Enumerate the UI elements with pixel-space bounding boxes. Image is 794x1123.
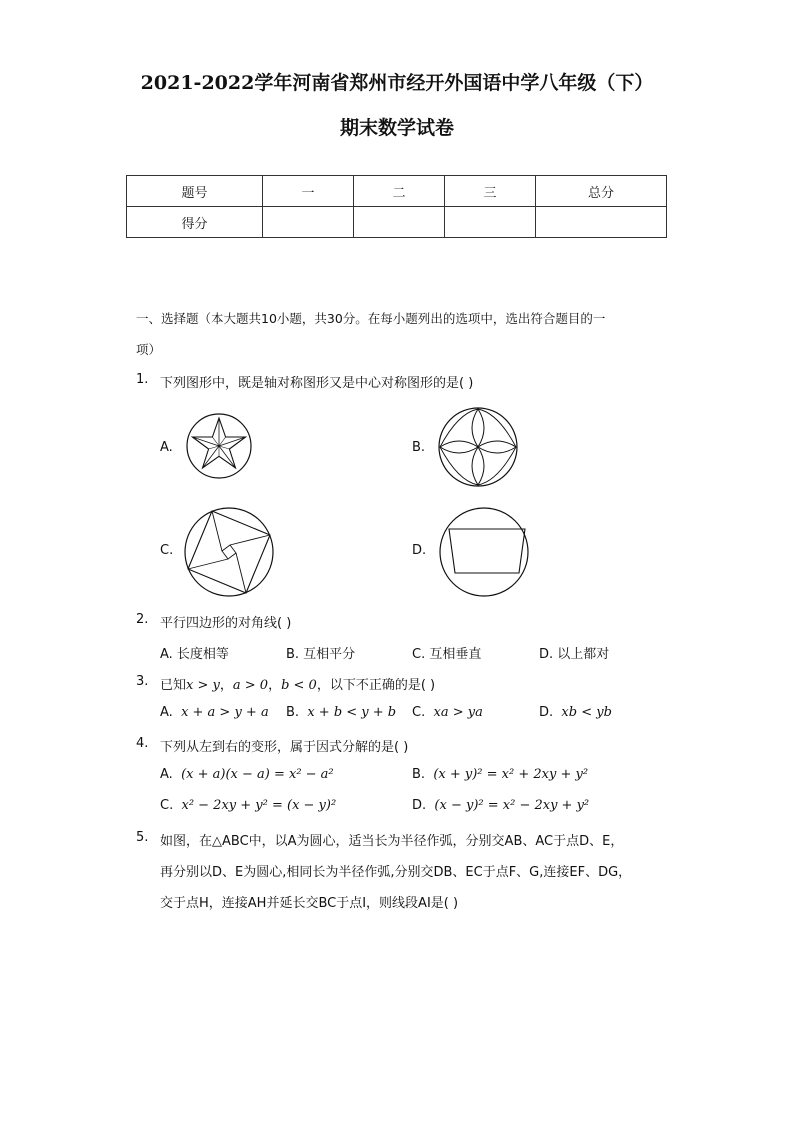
question-number: 4. — [136, 736, 149, 751]
q4-option-d[interactable] — [412, 798, 589, 813]
option-label: D. — [539, 705, 554, 720]
option-label-b: B. — [412, 440, 426, 455]
section-heading-line1: 一、选择题（本大题共10小题，共30分。在每小题列出的选项中，选出符合题目的一 — [136, 311, 606, 326]
figure-b-flower-in-circle — [438, 407, 518, 487]
question-number: 5. — [136, 830, 149, 845]
section-heading-line2: 项） — [136, 342, 162, 357]
option-expression: (x + a)(x − a) = x² − a² — [181, 767, 334, 782]
option-label: B. — [412, 767, 426, 782]
score-header-cell: 总分 — [536, 176, 667, 207]
option-expression: xb < yb — [561, 705, 612, 720]
option-label: C. — [412, 705, 426, 720]
q3-separator: ， — [268, 678, 282, 693]
score-table-row — [127, 207, 667, 238]
option-label: A. — [160, 705, 173, 720]
q4-option-a[interactable] — [160, 767, 334, 782]
option-label: A. — [160, 767, 173, 782]
q3-option-a[interactable] — [160, 705, 269, 720]
option-expression: x + b < y + b — [307, 705, 397, 720]
score-header-cell: 一 — [263, 176, 354, 207]
option-label-a: A. — [160, 440, 173, 455]
q2-option-c[interactable]: C. 互相垂直 — [412, 647, 482, 662]
question-4-stem: 下列从左到右的变形，属于因式分解的是( ) — [160, 740, 409, 755]
q4-option-c[interactable] — [160, 798, 336, 813]
figure-a-star-in-circle — [186, 413, 252, 479]
question-5-stem-line2: 再分别以D、E为圆心,相同长为半径作弧,分别交DB、EC于点F、G,连接EF、DG， — [160, 865, 632, 880]
question-2-stem: 平行四边形的对角线( ) — [160, 616, 292, 631]
q3-option-b[interactable] — [286, 705, 396, 720]
score-table-header-row — [127, 176, 667, 207]
q3-option-c[interactable] — [412, 705, 483, 720]
option-expression: (x + y)² = x² + 2xy + y² — [433, 767, 589, 782]
score-cell[interactable] — [445, 207, 536, 238]
option-label: D. — [412, 798, 427, 813]
figure-c-pinwheel-in-circle — [184, 507, 274, 597]
q2-option-a[interactable]: A. 长度相等 — [160, 647, 229, 662]
figure-d-parallelogram-in-circle — [439, 507, 529, 597]
score-row-label: 得分 — [127, 207, 263, 238]
q3-condition-2: a > 0 — [232, 678, 269, 693]
q3-stem-pre: 已知 — [160, 678, 187, 693]
q4-option-b[interactable] — [412, 767, 588, 782]
q2-option-b[interactable]: B. 互相平分 — [286, 647, 356, 662]
score-header-cell: 二 — [354, 176, 445, 207]
question-3-stem — [160, 674, 435, 693]
question-5-stem-line1: 如图，在△ABC中，以A为圆心，适当长为半径作弧，分别交AB、AC于点D、E， — [160, 834, 624, 849]
q3-separator: ， — [219, 678, 233, 693]
score-cell[interactable] — [263, 207, 354, 238]
option-expression: xa > ya — [433, 705, 483, 720]
question-1-stem: 下列图形中，既是轴对称图形又是中心对称图形的是( ) — [160, 376, 474, 391]
q3-stem-post: ，以下不正确的是( ) — [316, 678, 436, 693]
q2-option-d[interactable]: D. 以上都对 — [539, 647, 610, 662]
option-label: C. — [160, 798, 174, 813]
exam-title-line2: 期末数学试卷 — [339, 117, 454, 139]
option-expression: x² − 2xy + y² = (x − y)² — [181, 798, 337, 813]
score-cell[interactable] — [536, 207, 667, 238]
score-table — [126, 175, 667, 238]
option-expression: (x − y)² = x² − 2xy + y² — [434, 798, 590, 813]
option-label-d: D. — [412, 543, 427, 558]
score-cell[interactable] — [354, 207, 445, 238]
question-number: 2. — [136, 612, 149, 627]
exam-title-line1: 2021-2022学年河南省郑州市经开外国语中学八年级（下） — [140, 72, 654, 94]
question-number: 1. — [136, 372, 149, 387]
q3-option-d[interactable] — [539, 705, 612, 720]
q3-condition-1: x > y — [186, 678, 220, 693]
score-header-cell: 三 — [445, 176, 536, 207]
q3-condition-3: b < 0 — [281, 678, 317, 693]
question-5-stem-line3: 交于点H，连接AH并延长交BC于点I，则线段AI是( ) — [160, 896, 459, 911]
score-header-cell: 题号 — [127, 176, 263, 207]
question-number: 3. — [136, 674, 149, 689]
option-expression: x + a > y + a — [181, 705, 269, 720]
option-label-c: C. — [160, 543, 174, 558]
option-label: B. — [286, 705, 300, 720]
